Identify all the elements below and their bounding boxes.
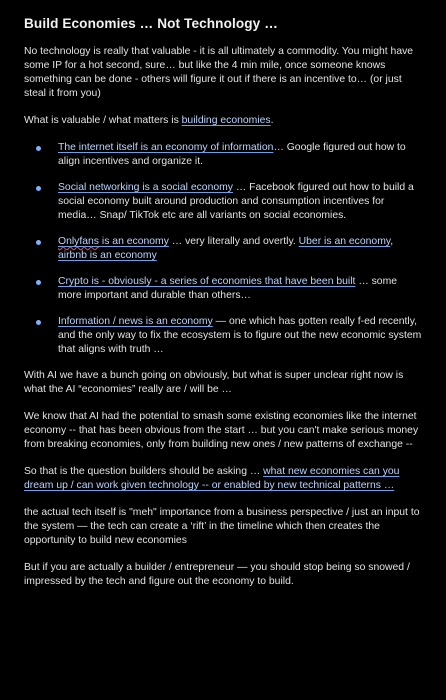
document — [24, 16, 422, 602]
list-item-onlyfans — [24, 235, 422, 263]
bullet-icon — [36, 146, 41, 151]
paragraph-builder: But if you are actually a builder / entrepreneur — you should stop being so snowed / impressed by the tech and figure out the economy to build. — [24, 562, 410, 587]
paragraph-what-matters-end: . — [270, 115, 274, 126]
paragraph-smash-economies: We know that AI had the potential to smash some existing economies like the internet economy -- that has been obvious from the start … but you can't make serious money from breaking economies, only from building new ones / new patterns of exchange -- — [24, 411, 419, 450]
list-item-internet — [24, 141, 422, 169]
paragraph-what-matters — [24, 114, 422, 128]
list-item-text: … some more important and durable than others… — [58, 276, 398, 301]
paragraph-question-text: So that is the question builders should be asking … — [24, 466, 264, 477]
economy-list — [24, 141, 422, 357]
onlyfans-word: Onlyfans — [58, 236, 100, 247]
list-item-text: — one which has gotten really f-ed recently, and the only way to fix the ecosystem is to figure out the new economic system that aligns with truth … — [58, 316, 422, 355]
new-economies-link[interactable]: what new economies can you dream up / can work given technology -- or enabled by new technical patterns … — [24, 466, 400, 491]
bullet-icon — [36, 186, 41, 191]
bullet-icon — [36, 320, 41, 325]
bullet-icon — [36, 280, 41, 285]
internet-economy-link[interactable]: The internet itself is an economy of information — [58, 142, 274, 153]
list-item-text: … very literally and overtly. — [168, 236, 299, 247]
onlyfans-link-rest: is an economy — [99, 236, 169, 247]
onlyfans-economy-link[interactable] — [58, 236, 169, 247]
building-economies-link[interactable]: building economies — [181, 115, 271, 126]
airbnb-economy-link[interactable]: airbnb is an economy — [58, 250, 157, 261]
list-item-text: … Google figured out how to align incentives and organize it. — [58, 142, 406, 167]
paragraph-commodity: No technology is really that valuable - it is all ultimately a commodity. You might have some IP for a hot second, sure… but like the 4 min mile, once someone knows something can be done - others will figure it out if there is an incentive to… (or just steal it from you) — [24, 46, 414, 99]
list-item-social — [24, 181, 422, 223]
uber-economy-link[interactable]: Uber is an economy — [298, 236, 391, 247]
paragraph-what-matters-text: What is valuable / what matters is — [24, 115, 182, 126]
list-item-text: … Facebook figured out how to build a social economy built around production and consumption incentives for media… Snap/ TikTok etc are all variants on social economies. — [58, 182, 414, 221]
list-item-news — [24, 315, 422, 357]
paragraph-question — [24, 465, 422, 493]
list-item-crypto — [24, 275, 422, 303]
news-economy-link[interactable]: Information / news is an economy — [58, 316, 213, 327]
bullet-icon — [36, 240, 41, 245]
paragraph-tech-meh: the actual tech itself is "meh" importance from a business perspective / just an input to the system — the tech can create a ‘rift’ in the timeline which then creates the opportunity to build new economies — [24, 507, 420, 546]
list-item-separator: , — [390, 236, 394, 247]
document-title: Build Economies … Not Technology … — [24, 16, 278, 31]
crypto-economy-link[interactable]: Crypto is - obviously - a series of economies that have been built — [58, 276, 356, 287]
social-economy-link[interactable]: Social networking is a social economy — [58, 182, 233, 193]
paragraph-ai-economies: With AI we have a bunch going on obviously, but what is super unclear right now is what the AI “economies” really are / will be … — [24, 370, 404, 395]
